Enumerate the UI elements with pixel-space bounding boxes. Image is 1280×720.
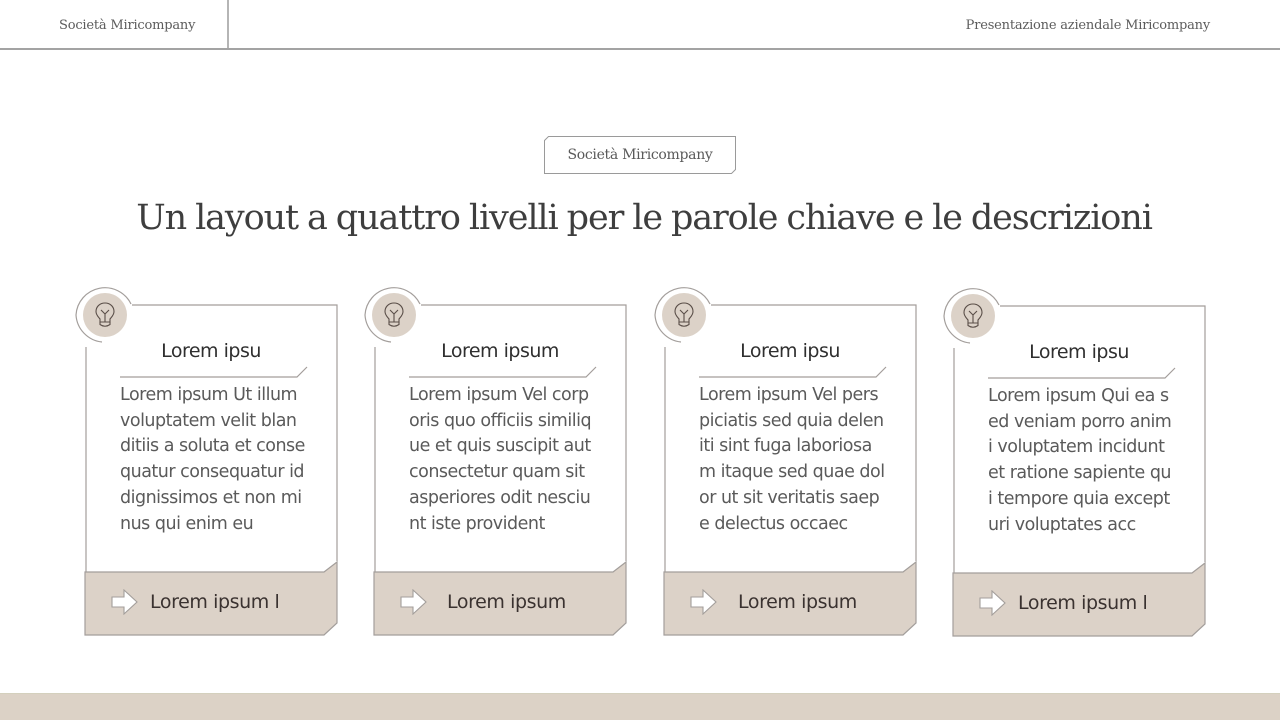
card-4 xyxy=(942,283,1212,643)
arrow-right-icon xyxy=(979,590,1007,616)
card-heading: Lorem ipsu xyxy=(1029,341,1129,363)
card-heading: Lorem ipsu xyxy=(161,340,261,362)
arrow-right-icon xyxy=(690,589,718,615)
lightbulb-icon xyxy=(672,301,696,329)
header-company-name: Società Miricompany xyxy=(59,18,196,33)
slide-header xyxy=(0,0,1280,50)
card-footer-label: Lorem ipsum l xyxy=(1018,592,1148,614)
lightbulb-icon xyxy=(93,301,117,329)
card-footer-label: Lorem ipsum xyxy=(738,591,857,613)
header-presentation-title: Presentazione aziendale Miricompany xyxy=(965,18,1210,33)
lightbulb-icon xyxy=(961,302,985,330)
card-body: Lorem ipsum Vel corporis quo officiis similique et quis suscipit aut consectetur quam sit asperiores odit nesciunt iste provident xyxy=(409,385,592,534)
card-3 xyxy=(653,283,923,643)
card-body: Lorem ipsum Ut illum voluptatem velit blanditiis a soluta et consequatur consequatur id dignissimos et non minus qui enim eu xyxy=(120,385,305,534)
card-footer-label: Lorem ipsum l xyxy=(150,591,280,613)
footer-band xyxy=(0,693,1280,720)
lightbulb-icon xyxy=(382,301,406,329)
card-heading: Lorem ipsum xyxy=(441,340,559,362)
lightbulb-badge xyxy=(83,293,127,337)
card-1 xyxy=(74,283,344,643)
lightbulb-badge xyxy=(372,293,416,337)
arrow-right-icon xyxy=(400,589,428,615)
card-body: Lorem ipsum Qui ea sed veniam porro animi voluptatem incidunt et ratione sapiente qui tempore quia excepturi voluptates acc xyxy=(988,386,1172,535)
slide-title: Un layout a quattro livelli per le parole chiave e le descrizioni xyxy=(136,198,1152,238)
card-2 xyxy=(363,283,633,643)
header-divider xyxy=(227,0,229,48)
company-tag xyxy=(544,136,736,174)
lightbulb-badge xyxy=(951,294,995,338)
card-footer-label: Lorem ipsum xyxy=(447,591,566,613)
tag-label: Società Miricompany xyxy=(567,147,713,163)
lightbulb-badge xyxy=(662,293,706,337)
card-heading: Lorem ipsu xyxy=(740,340,840,362)
card-body: Lorem ipsum Vel perspiciatis sed quia deleniti sint fuga laboriosam itaque sed quae dolor ut sit veritatis saepe delectus occaec xyxy=(699,385,885,534)
arrow-right-icon xyxy=(111,589,139,615)
